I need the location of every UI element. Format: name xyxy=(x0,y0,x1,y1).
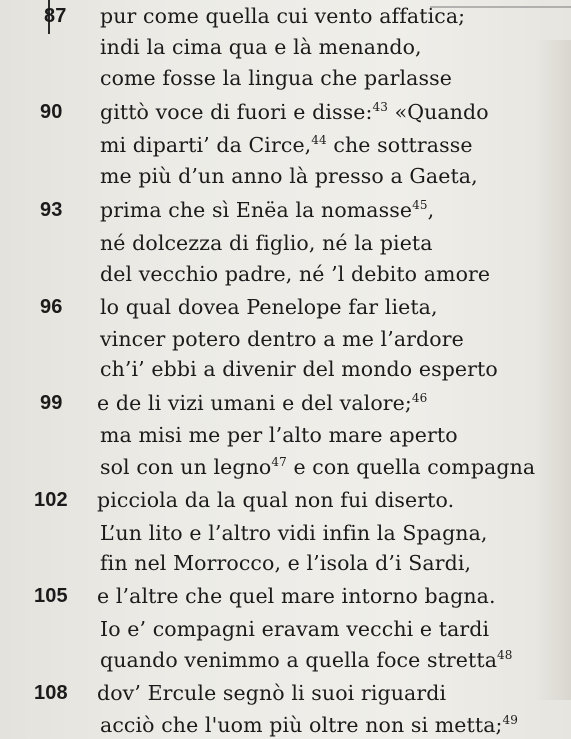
verse-text xyxy=(100,100,489,124)
footnote-marker[interactable]: 47 xyxy=(271,455,287,469)
verse-text xyxy=(100,455,535,479)
footnote-marker[interactable]: 44 xyxy=(311,133,327,147)
verse-text-after-note: , xyxy=(427,198,435,222)
verse-text xyxy=(100,551,471,575)
footnote-marker[interactable]: 49 xyxy=(502,713,519,727)
verse-text xyxy=(100,617,489,641)
verse-text-main: acciò che l'uom più oltre non si metta; xyxy=(100,713,503,737)
verse-text-main: ma misi me per l’alto mare aperto xyxy=(100,423,458,447)
verse-text xyxy=(100,713,518,737)
verse-number: 93 xyxy=(40,199,63,221)
verse-text xyxy=(100,295,438,319)
verse-text xyxy=(100,164,478,188)
verse-text xyxy=(100,198,434,222)
verse-text-main: pur come quella cui vento affatica; xyxy=(100,4,466,28)
verse-text xyxy=(100,262,490,286)
verse-text xyxy=(100,66,452,90)
verse-text-main: come fosse la lingua che parlasse xyxy=(100,66,452,90)
verse-text-main: mi diparti’ da Circe, xyxy=(100,133,312,157)
verse-text-main: quando venimmo a quella foce stretta xyxy=(100,648,498,672)
verse-text-main: picciola da la qual non fui diserto. xyxy=(97,488,455,512)
verse-text-main: ch’i’ ebbi a divenir del mondo esperto xyxy=(100,357,498,381)
verse-number: 99 xyxy=(40,392,63,414)
verse-text xyxy=(100,133,473,157)
verse-text xyxy=(97,488,454,512)
verse-text-main: né dolcezza di figlio, né la pieta xyxy=(100,231,433,255)
verse-number: 102 xyxy=(34,489,68,511)
footnote-marker[interactable]: 48 xyxy=(497,648,513,662)
verse-text-main: sol con un legno xyxy=(100,455,272,479)
verse-text-main: indi la cima qua e là menando, xyxy=(100,35,422,59)
verse-number: 90 xyxy=(40,101,63,123)
verse-text xyxy=(100,35,422,59)
verse-text xyxy=(100,231,433,255)
verse-text xyxy=(100,423,458,447)
verse-text xyxy=(100,327,464,351)
verse-text-main: dov’ Ercule segnò li suoi riguardi xyxy=(97,681,447,705)
footnote-marker[interactable]: 43 xyxy=(372,100,388,114)
footnote-marker[interactable]: 46 xyxy=(411,391,428,405)
verse-text-main: del vecchio padre, né ’l debito amore xyxy=(100,262,491,286)
page-bleed-shadow xyxy=(535,40,571,700)
verse-text xyxy=(97,391,427,415)
verse-text-main: gittò voce di fuori e disse: xyxy=(100,100,373,124)
verse-text xyxy=(97,584,496,608)
footnote-marker[interactable]: 45 xyxy=(412,198,428,212)
verse-text-main: Io e’ compagni eravam vecchi e tardi xyxy=(100,617,490,641)
verse-text-after-note: «Quando xyxy=(387,100,489,124)
verse-number: 105 xyxy=(34,585,68,607)
verse-text-after-note: che sottrasse xyxy=(326,133,473,157)
verse-text-main: me più d’un anno là presso a Gaeta, xyxy=(100,164,478,188)
verse-text-after-note: e con quella compagna xyxy=(286,455,536,479)
verse-text xyxy=(100,648,513,672)
verse-text-main: prima che sì Enëa la nomasse xyxy=(100,198,413,222)
verse-text-main: e de li vizi umani e del valore; xyxy=(97,391,412,415)
verse-text xyxy=(100,521,488,545)
verse-text-main: e l’altre che quel mare intorno bagna. xyxy=(97,584,496,608)
verse-text xyxy=(100,4,465,28)
verse-text xyxy=(100,357,498,381)
verse-number: 108 xyxy=(34,682,68,704)
verse-text-main: lo qual dovea Penelope far lieta, xyxy=(100,295,438,319)
verse-text-main: L’un lito e l’altro vidi infin la Spagna, xyxy=(100,521,488,545)
verse-number: 87 xyxy=(44,5,67,27)
verse-text-main: fin nel Morrocco, e l’isola d’i Sardi, xyxy=(100,551,472,575)
verse-text xyxy=(97,681,446,705)
verse-number: 96 xyxy=(40,296,63,318)
verse-text-main: vincer potero dentro a me l’ardore xyxy=(100,327,464,351)
